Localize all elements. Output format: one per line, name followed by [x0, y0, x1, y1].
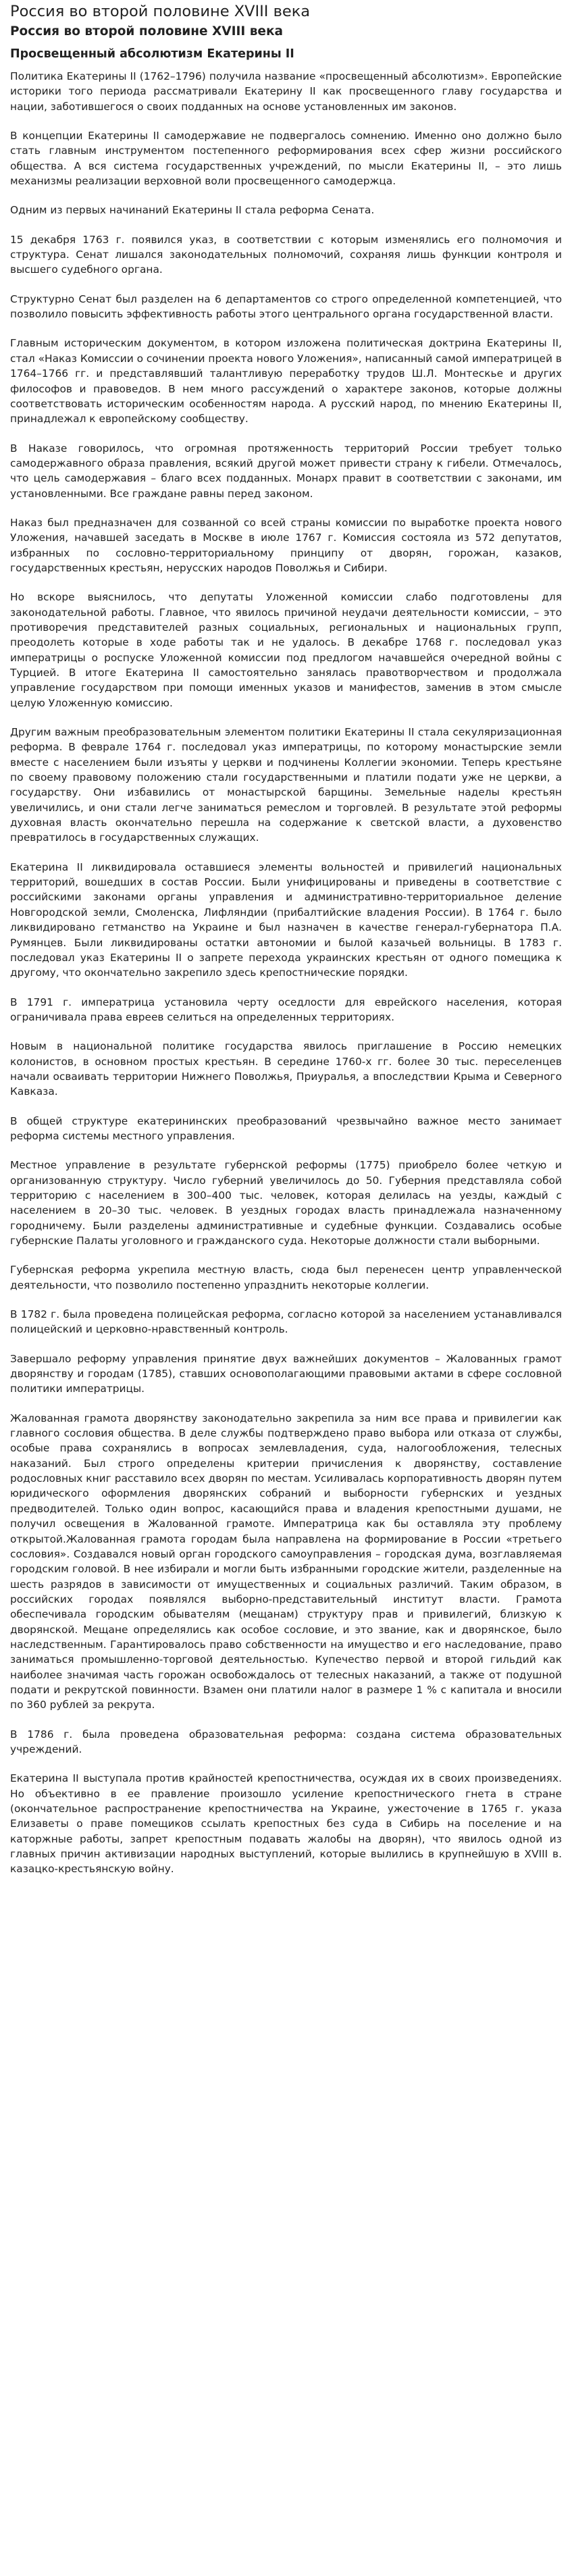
paragraph: В концепции Екатерины II самодержавие не подвергалось сомнению. Именно оно должно было стать главным инструментом постепенного реформирования всех сфер жизни российского общества. А вся система государственных учреждений, по мысли Екатерины II, – это лишь механизмы реализации верховной воли просвещенного самодержца.	[10, 130, 562, 188]
section-heading: Просвещенный абсолютизм Екатерины II	[10, 47, 294, 61]
paragraph: Одним из первых начинаний Екатерины II стала реформа Сената.	[10, 204, 375, 217]
paragraph: Но вскоре выяснилось, что депутаты Уложенной комиссии слабо подготовлены для законодательной работы. Главное, что явилось причиной неудачи деятельности комиссии, – это противоречия представителей разных социальных, региональных и национальных групп, преодолеть которые в ходе работы так и не удалось. В декабре 1768 г. последовал указ императрицы о роспуске Уложенной комиссии под предлогом начавшейся очередной войны с Турцией. В итоге Екатерина II самостоятельно занялась правотворчеством и продолжала управление государством при помощи именных указов и манифестов, заменив в этом смысле целую Уложенную комиссию.	[10, 591, 562, 709]
paragraph: В Наказе говорилось, что огромная протяженность территорий России требует только самодержавного образа правления, всякий другой может привести страну к гибели. Отмечалось, что цель самодержавия – благо всех подданных. Монарх правит в соответствии с законами, им установленными. Все граждане равны перед законом.	[10, 442, 562, 500]
paragraph: Губернская реформа укрепила местную власть, сюда был перенесен центр управленческой деятельности, что позволило постепенно упразднить некоторые коллегии.	[10, 1264, 562, 1291]
paragraph: Екатерина II ликвидировала оставшиеся элементы вольностей и привилегий национальных территорий, вошедших в состав России. Были унифицированы и приведены в соответствие с российскими законами органы управления и административно-территориальное деление Новгородской земли, Смоленска, Лифляндии (прибалтийские владения России). В 1764 г. было ликвидировано гетманство на Украине и был назначен в качестве генерал-губернатора П.А. Румянцев. Были ликвидированы остатки автономии и былой казачьей вольницы. В 1783 г. последовал указ Екатерины II о запрете перехода украинских крестьян от одного помещика к другому, что окончательно закрепило здесь крепостнические порядки.	[10, 860, 562, 979]
paragraph: Екатерина II выступала против крайностей крепостничества, осуждая их в своих произведениях. Но объективно в ее правление произошло усиление крепостнического гнета в стране (окончательное распространение крепостничества на Украине, ужесточение в 1765 г. указа Елизаветы о праве помещиков ссылать крепостных без суда в Сибирь на поселение и на каторжные работы, запрет крепостным подавать жалобы на дворян), что явилось одной из главных причин активизации народных выступлений, которые вылились в крупнейшую в XVIII в. казацко-крестьянскую войну.	[10, 1772, 562, 1876]
paragraph: В общей структуре екатерининских преобразований чрезвычайно важное место занимает реформа системы местного управления.	[10, 1114, 562, 1142]
page-title: Россия во второй половине XVIII века	[10, 3, 311, 20]
paragraph: В 1782 г. была проведена полицейская реформа, согласно которой за населением устанавливался полицейский и церковно-нравственный контроль.	[10, 1308, 562, 1336]
paragraph: 15 декабря 1763 г. появился указ, в соответствии с которым изменялись его полномочия и структура. Сенат лишался законодательных полномочий, сохраняя лишь функции контроля и высшего судебного органа.	[10, 233, 562, 276]
paragraph: Жалованная грамота дворянству законодательно закрепила за ним все права и привилегии как главного сословия общества. В деле службы подтверждено право выбора или отказа от службы, особые права сохранялись в вопросах землевладения, суда, налогообложения, телесных наказаний. Был строго определены критерии причисления к дворянству, составление родословных книг расставило всех дворян по местам. Усиливалась корпоративность дворян путем юридического оформления дворянских собраний и выборности губернских и уездных предводителей. Только один вопрос, касающийся права и владения крепостными душами, не получил освещения в Жалованной грамоте. Императрица как бы оставляла эту проблему открытой.Жалованная грамота городам была направлена на формирование в России «третьего сословия». Создавался новый орган городского самоуправления – городская дума, возглавляемая городским головой. В нее избирали и могли быть избранными городские жители, разделенные на шесть разрядов в зависимости от имущественных и социальных различий. Таким образом, в российских городах появлялся выборно-представительный институт власти. Грамота обеспечивала городским обывателям (мещанам) структуру прав и привилегий, близкую к дворянской. Мещане определялись как особое сословие, и это звание, как и дворянское, было наследственным. Гарантировалось право собственности на имущество и его наследование, право заниматься промышленно-торговой деятельностью. Купечество первой и второй гильдий как наиболее значимая часть горожан освобождалось от телесных наказаний, а также от подушной подати и рекрутской повинности. Взамен они платили налог в размере 1 % с капитала и вносили по 360 рублей за рекрута.	[10, 1412, 562, 1711]
paragraph: Наказ был предназначен для созванной со всей страны комиссии по выработке проекта нового Уложения, начавшей заседать в Москве в июле 1767 г. Комиссия состояла из 572 депутатов, избранных по сословно-территориальному принципу от дворян, горожан, казаков, государственных крестьян, нерусских народов Поволжья и Сибири.	[10, 516, 562, 574]
paragraph: Политика Екатерины II (1762–1796) получила название «просвещенный абсолютизм». Европейские историки того периода рассматривали Екатерину II как просвещенного главу государства и нации, заботившегося о своих подданных на основе установленных им законов.	[10, 70, 562, 113]
article-heading: Россия во второй половине XVIII века	[10, 24, 283, 38]
paragraph: Завершало реформу управления принятие двух важнейших документов – Жалованных грамот дворянству и городам (1785), ставших основополагающими правовыми актами в сфере сословной политики императрицы.	[10, 1352, 562, 1395]
paragraph: В 1786 г. была проведена образовательная реформа: создана система образовательных учреждений.	[10, 1728, 562, 1755]
paragraph: В 1791 г. императрица установила черту оседлости для еврейского населения, которая ограничивала права евреев селиться на определенных территориях.	[10, 996, 562, 1023]
paragraph: Местное управление в результате губернской реформы (1775) приобрело более четкую и организованную структуру. Число губерний увеличилось до 50. Губерния представляла собой территорию с населением в 300–400 тыс. человек, которая делилась на уезды, каждый с населением в 20–30 тыс. человек. В уездных городах власть принадлежала назначенному городничему. Были разделены административные и судебные функции. Создавались особые губернские Палаты уголовного и гражданского суда. Некоторые должности стали выборными.	[10, 1159, 562, 1247]
paragraph: Структурно Сенат был разделен на 6 департаментов со строго определенной компетенцией, что позволило повысить эффективность работы этого центрального органа государственной власти.	[10, 292, 562, 321]
paragraph: Другим важным преобразовательным элементом политики Екатерины II стала секуляризационная реформа. В феврале 1764 г. последовал указ императрицы, по которому монастырские земли вместе с населением были изъяты у церкви и подчинены Коллегии экономии. Теперь крестьяне по своему правовому положению стали государственными и платили подати уже не церкви, а государству. Они избавились от монастырской барщины. Земельные наделы крестьян увеличились, и они стали легче заниматься ремеслом и торговлей. В результате этой реформы духовная власть окончательно перешла на содержание к светской власти, а духовенство превратилось в государственных служащих.	[10, 726, 562, 844]
paragraph: Новым в национальной политике государства явилось приглашение в Россию немецких колонистов, в основном простых крестьян. В середине 1760-х гг. более 30 тыс. переселенцев начали осваивать территории Нижнего Поволжья, Приуралья, а впоследствии Крыма и Северного Кавказа.	[10, 1040, 562, 1098]
article-body	[10, 69, 562, 1877]
paragraph: Главным историческим документом, в котором изложена политическая доктрина Екатерины II, стал «Наказ Комиссии о сочинении проекта нового Уложения», написанный самой императрицей в 1764–1766 гг. и представлявший талантливую переработку трудов Ш.Л. Монтескье и других философов и правоведов. В нем много рассуждений о характере законов, которые должны соответствовать историческим особенностям народа. А русский народ, по мнению Екатерины II, принадлежал к европейскому сообществу.	[10, 337, 562, 426]
